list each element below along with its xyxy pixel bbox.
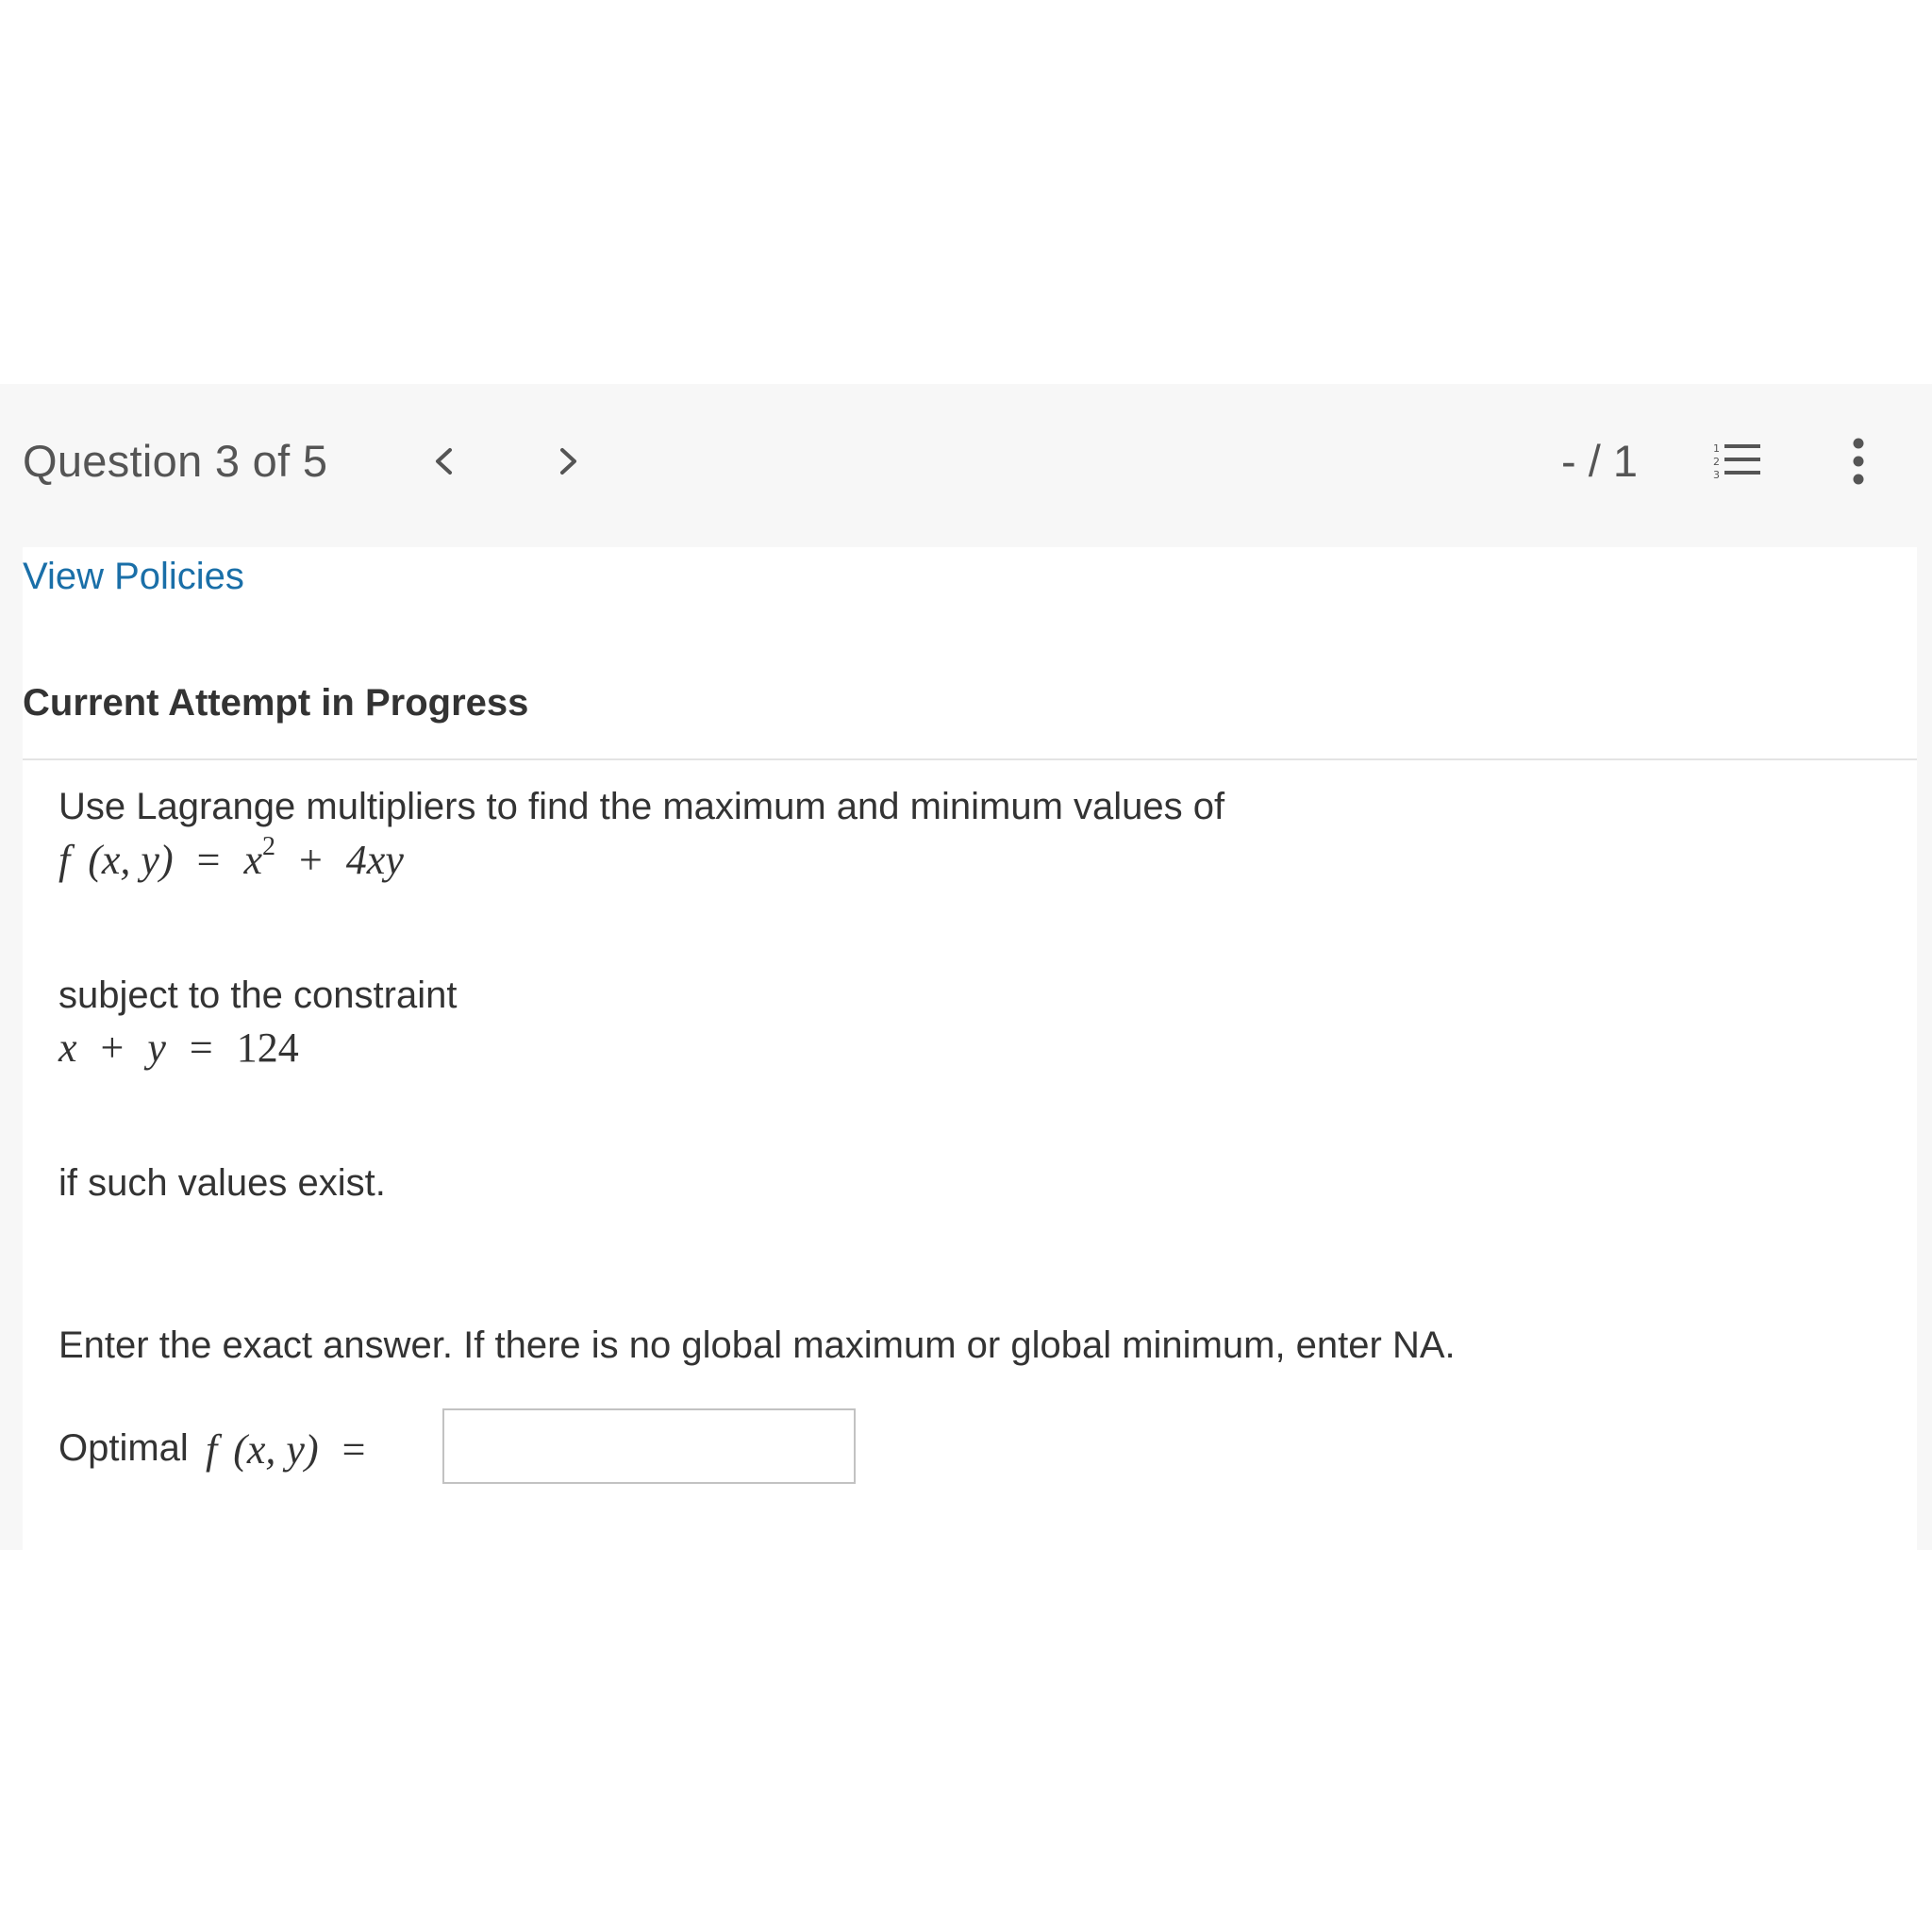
function-term: 4xy [345, 837, 404, 883]
instructions-text: Enter the exact answer. If there is no global maximum or global minimum, enter NA. [58, 1324, 1456, 1366]
answer-function-args: (x, y) [233, 1426, 319, 1473]
constraint-label: subject to the constraint [58, 974, 458, 1016]
chevron-right-icon [555, 442, 583, 480]
question-header [0, 384, 1932, 547]
question-counter: Question 3 of 5 [23, 436, 328, 486]
more-options-button[interactable] [1838, 433, 1879, 490]
divider [23, 758, 1917, 760]
answer-input[interactable] [442, 1408, 856, 1484]
function-expression [58, 832, 404, 884]
answer-expression [206, 1425, 365, 1474]
constraint-var-x: x [58, 1024, 77, 1071]
function-args: (x, y) [88, 837, 174, 883]
function-exponent: 2 [261, 832, 275, 861]
answer-equals: = [341, 1426, 366, 1473]
svg-text:3: 3 [1713, 469, 1720, 481]
question-list-button[interactable] [1709, 433, 1770, 490]
svg-text:1: 1 [1713, 442, 1720, 455]
vertical-ellipsis-icon [1838, 433, 1879, 490]
constraint-var-y: y [147, 1024, 166, 1071]
function-plus: + [298, 837, 323, 883]
view-policies-link[interactable]: View Policies [23, 556, 244, 597]
question-content [23, 547, 1917, 1550]
question-intro: Use Lagrange multipliers to find the maximum and minimum values of [58, 786, 1225, 827]
attempt-heading: Current Attempt in Progress [23, 682, 529, 724]
function-var-x: x [243, 837, 262, 883]
answer-function-name: f [206, 1426, 218, 1473]
function-name: f [58, 837, 71, 883]
constraint-plus: + [100, 1024, 125, 1071]
previous-question-button[interactable] [415, 433, 472, 490]
question-score: - / 1 [1561, 436, 1638, 486]
numbered-list-icon [1709, 433, 1770, 490]
answer-label: Optimal [58, 1427, 189, 1469]
function-equals: = [196, 837, 221, 883]
next-question-button[interactable] [541, 433, 597, 490]
constraint-expression [58, 1024, 299, 1072]
condition-text: if such values exist. [58, 1162, 386, 1204]
constraint-equals: = [189, 1024, 213, 1071]
constraint-value: 124 [236, 1024, 299, 1071]
question-panel [0, 384, 1932, 1550]
svg-text:2: 2 [1713, 456, 1720, 468]
chevron-left-icon [429, 442, 458, 480]
